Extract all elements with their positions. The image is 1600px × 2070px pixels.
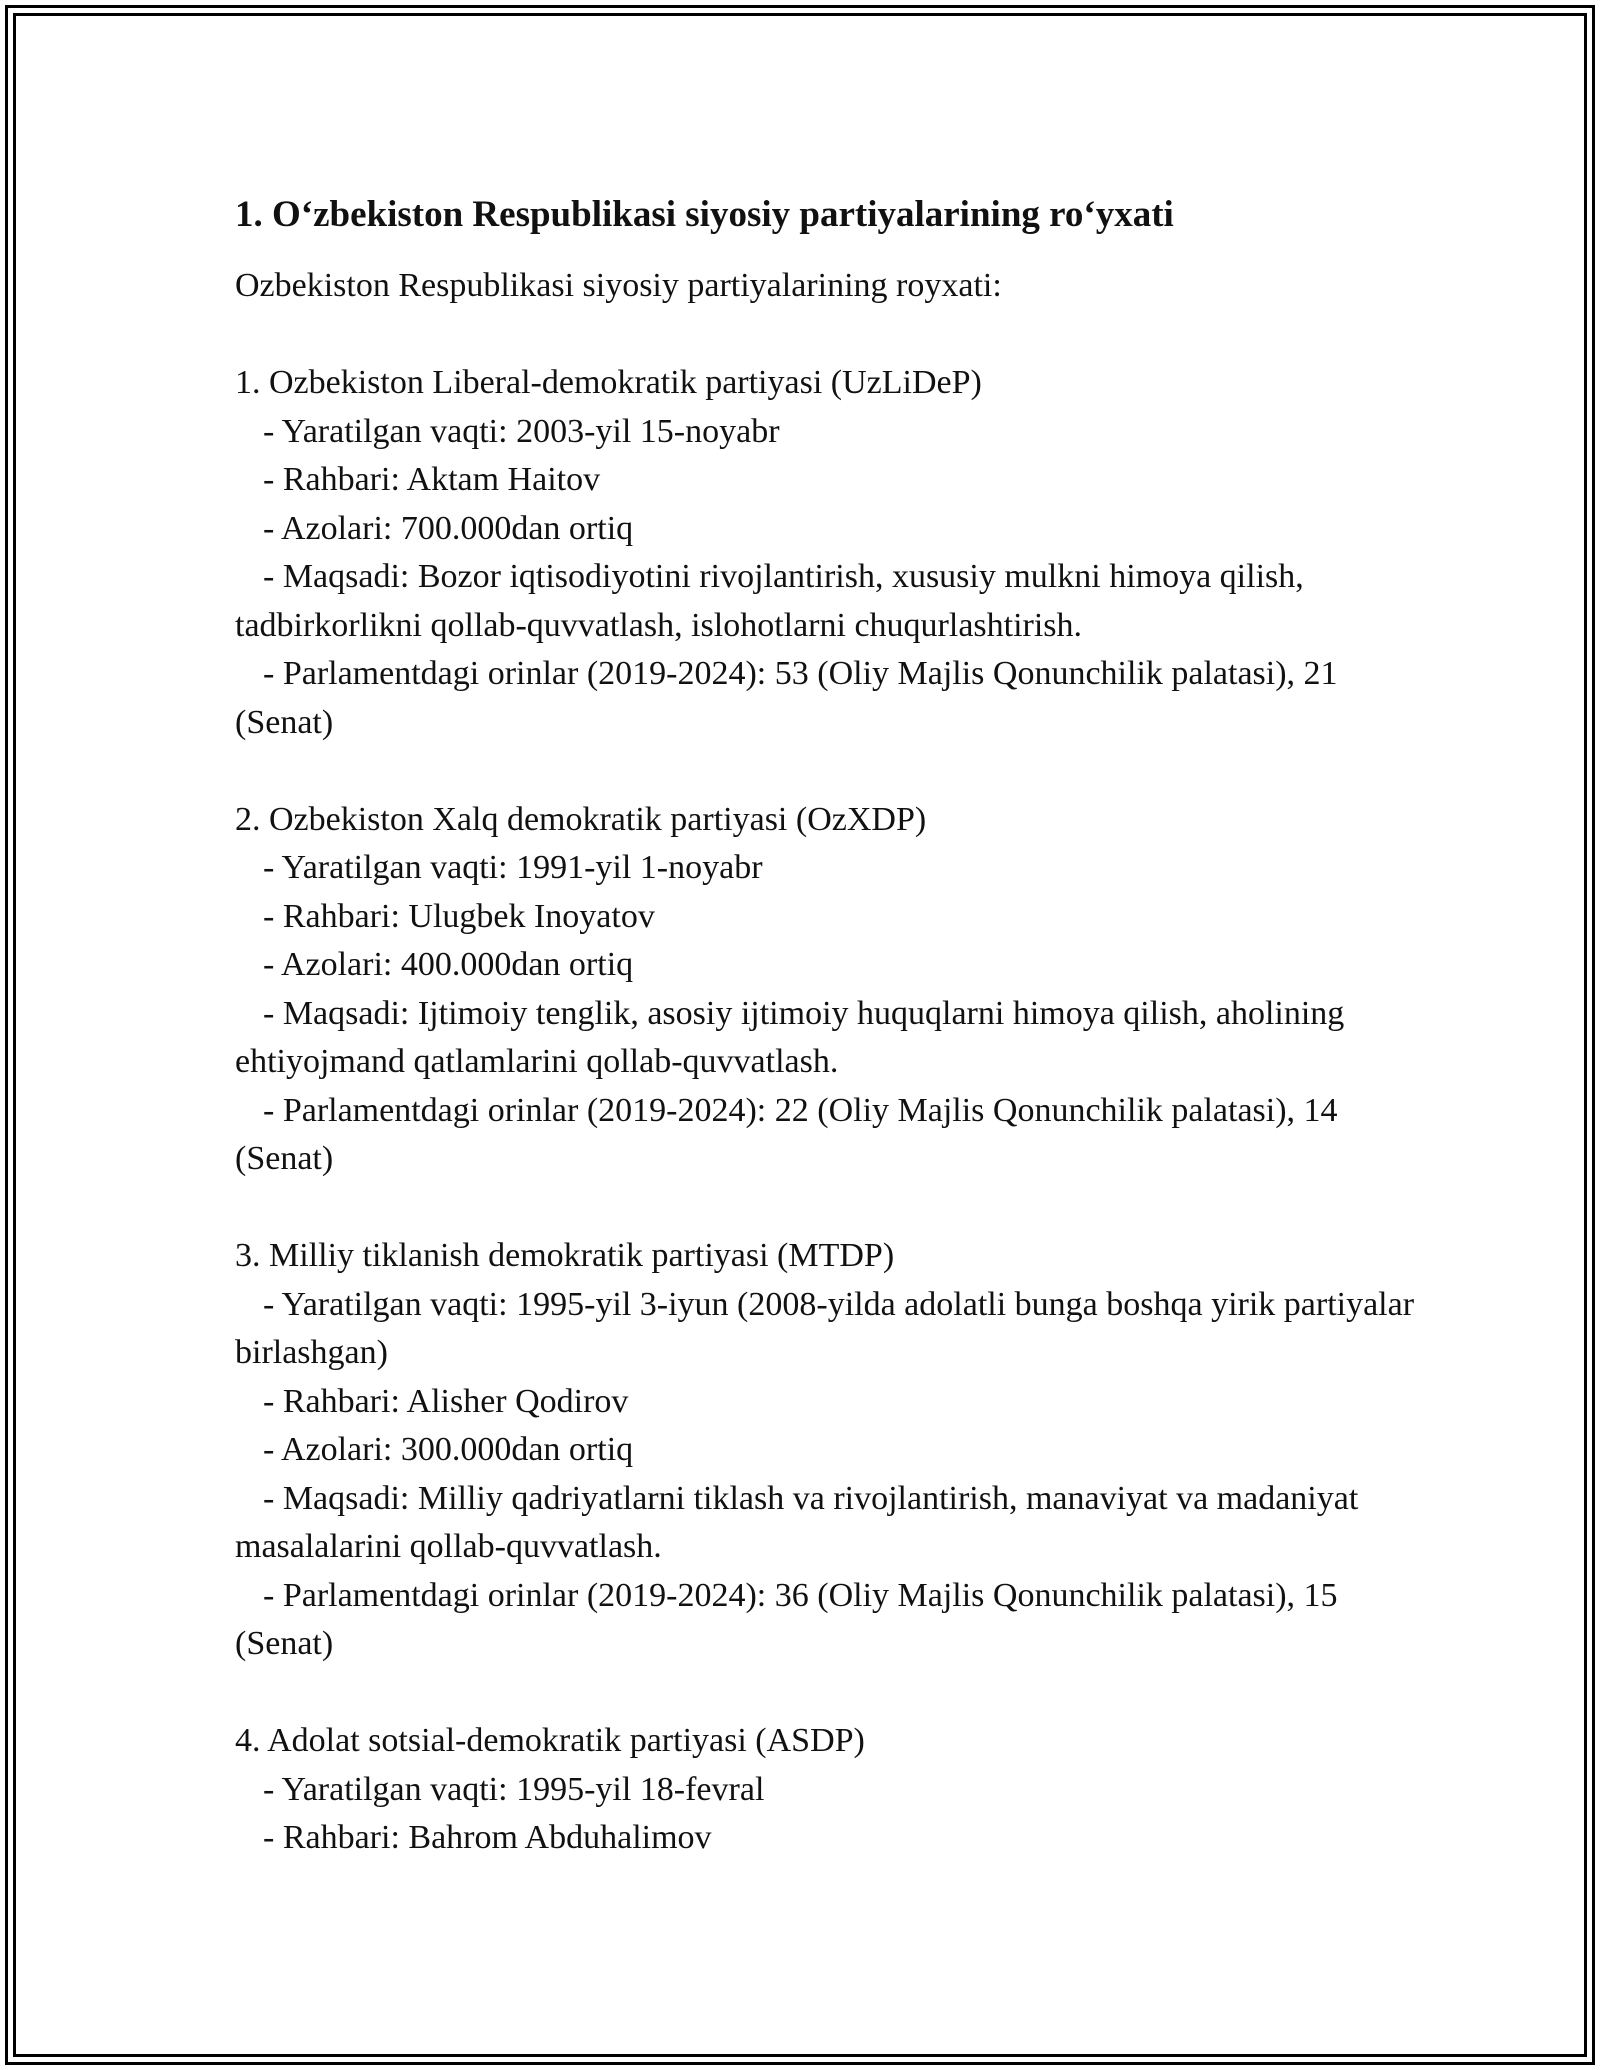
- party-entry: [235, 796, 1415, 1184]
- party-entry: [235, 1232, 1423, 1669]
- party-name: 3. Milliy tiklanish demokratik partiyasi (MTDP): [235, 1237, 895, 1274]
- party-field-leader: - Rahbari: Alisher Qodirov: [263, 1382, 629, 1420]
- party-field-leader: - Rahbari: Aktam Haitov: [263, 461, 601, 498]
- party-field-leader: - Rahbari: Ulugbek Inoyatov: [263, 897, 655, 935]
- party-field-founded: - Yaratilgan vaqti: 1991-yil 1-noyabr: [263, 849, 763, 886]
- party-field-founded: - Yaratilgan vaqti: 2003-yil 15-noyabr: [263, 412, 780, 450]
- party-field-members: - Azolari: 400.000dan ortiq: [263, 946, 634, 983]
- party-field-goal: - Maqsadi: Milliy qadriyatlarni tiklash va rivojlantirish, manaviyat va madaniyat masalalarini qollab-quvvatlash.: [235, 1479, 1367, 1565]
- party-field-seats: - Parlamentdagi orinlar (2019-2024): 53 (Oliy Majlis Qonunchilik palatasi), 21 (Senat): [235, 655, 1347, 741]
- party-field-founded: - Yaratilgan vaqti: 1995-yil 18-fevral: [263, 1770, 765, 1808]
- document-title: 1. O‘zbekiston Respublikasi siyosiy partiyalarining ro‘yxati: [235, 194, 1174, 235]
- party-field-goal: - Maqsadi: Ijtimoiy tenglik, asosiy ijtimoiy huquqlarni himoya qilish, aholining ehtiyojmand qatlamlarini qollab-quvvatlash.: [235, 994, 1353, 1080]
- party-field-seats: - Parlamentdagi orinlar (2019-2024): 36 (Oliy Majlis Qonunchilik palatasi), 15 (Senat): [235, 1576, 1347, 1662]
- party-field-members: - Azolari: 700.000dan ortiq: [263, 509, 634, 547]
- party-entry: [235, 359, 1415, 747]
- party-field-seats: - Parlamentdagi orinlar (2019-2024): 22 (Oliy Majlis Qonunchilik palatasi), 14 (Senat): [235, 1091, 1347, 1177]
- party-field-leader: - Rahbari: Bahrom Abduhalimov: [263, 1819, 712, 1856]
- party-name: 1. Ozbekiston Liberal-demokratik partiyasi (UzLiDeP): [235, 364, 982, 401]
- party-entry: [235, 1717, 1415, 1863]
- party-name: 2. Ozbekiston Xalq demokratik partiyasi (OzXDP): [235, 800, 927, 838]
- document-body: [235, 190, 1423, 1863]
- party-field-goal: - Maqsadi: Bozor iqtisodiyotini rivojlantirish, xususiy mulkni himoya qilish, tadbirkorlikni qollab-quvvatlash, islohotlarni chuqurlashtirish.: [235, 558, 1313, 644]
- party-name: 4. Adolat sotsial-demokratik partiyasi (ASDP): [235, 1722, 865, 1759]
- intro-text: Ozbekiston Respublikasi siyosiy partiyalarining royxati:: [235, 267, 1002, 304]
- party-field-members: - Azolari: 300.000dan ortiq: [263, 1431, 634, 1468]
- party-field-founded: - Yaratilgan vaqti: 1995-yil 3-iyun (2008-yilda adolatli bunga boshqa yirik partiyalar birlashgan): [235, 1285, 1423, 1371]
